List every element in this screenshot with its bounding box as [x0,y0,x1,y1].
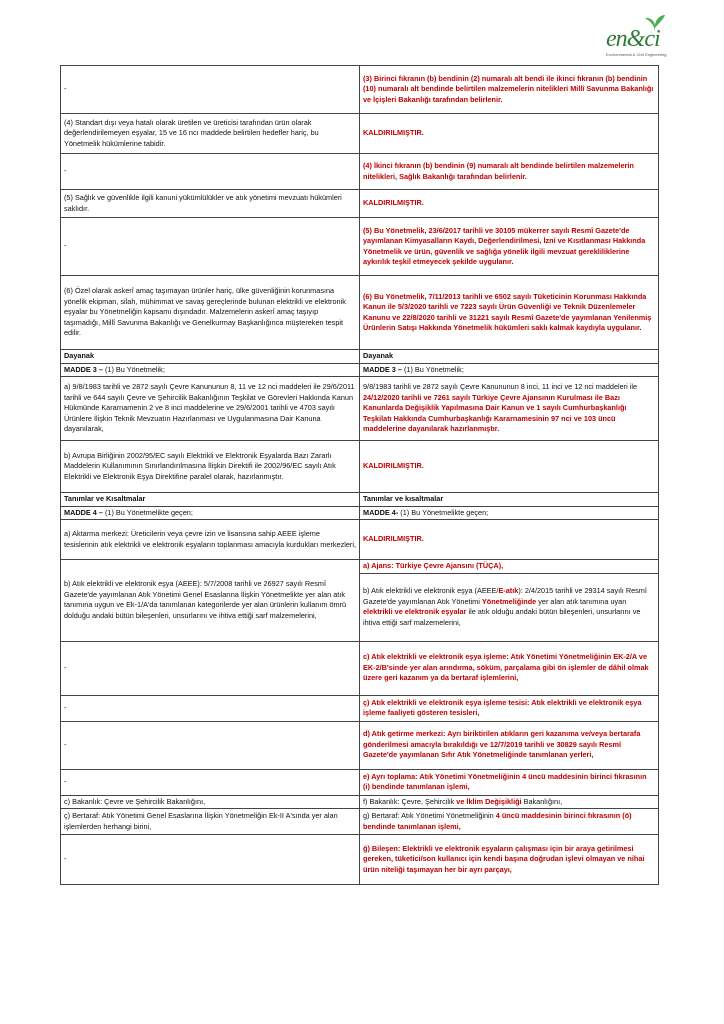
comparison-table [60,65,659,885]
table-row [61,506,659,520]
article-cell [61,506,360,520]
table-row [61,721,659,769]
right-cell: KALDIRILMIŞTIR. [360,114,659,154]
plain-text: b) Atık elektrikli ve elektronik eşya (AEEE/ [363,586,499,595]
article-number: MADDE 3 – [363,364,402,374]
plain-text: ): 2/4/2015 tarihli ve 29314 sayılı Resmî Gazete'de yayımlanan Atık Yönetimi [363,586,647,606]
left-cell: ç) Bertaraf: Atık Yönetimi Genel Esaslarına İlişkin Yönetmeliğin Ek-II A'sında yer alan işlemlerden herhangi birini, [61,809,360,835]
amended-text: ve İklim Değişikliği [456,796,522,806]
logo-text: en&ci [606,26,660,52]
right-cell: (6) Bu Yönetmelik, 7/11/2013 tarihli ve 6502 sayılı Tüketicinin Korunması Hakkında Kanun ile 5/3/2020 tarihli ve 7223 sayılı Ürün Güvenliği ve Teknik Düzenlemeler Kanunu ve 22/8/2020 tarihli ve 31221 sayılı Resmî Gazete'de yayımlanan Yenilenmiş Ürünlerin Satışı Hakkında Yönetmelik hükümleri saklı kalmak kaydıyla uygulanır. [360,276,659,350]
article-text: (1) Bu Yönetmelikte geçen; [102,507,193,517]
right-cell: KALDIRILMIŞTIR. [360,441,659,493]
right-cell [360,809,659,835]
table-row [61,190,659,218]
amended-text: Yönetmeliğinde [481,596,537,606]
article-text: (1) Bu Yönetmelikte geçen; [398,507,489,517]
section-heading: Tanımlar ve kısaltmalar [360,493,659,507]
left-cell: a) 9/8/1983 tarihli ve 2872 sayılı Çevre Kanununun 8, 11 ve 12 nci maddeleri ile 29/6/2011 tarihli ve 644 sayılı Çevre ve Şehircilik Bakanlığının Teşkilat ve Görevleri Hakkında Kanun Hükmünde Kararnamenin 2 ve 8 inci maddelerine ve 29/6/2001 tarihli ve 4703 sayılı Ürünlere İlişkin Teknik Mevzuatın Hazırlanması ve Uygulanmasına Dair Kanuna dayanılarak, [61,377,360,441]
amended-text: 24/12/2020 tarihli ve 7261 sayılı Türkiye Çevre Ajansının Kurulması ile Bazı Kanunlarda Değişiklik Yapılmasına Dair Kanun ve 1 sayılı Cumhurbaşkanlığı Teşkilatı Hakkında Cumhurbaşkanlığı Kararnamesinin 97 nci ve 103 üncü maddelerine dayanılarak hazırlanmıştır. [363,392,627,434]
left-cell: b) Atık elektrikli ve elektronik eşya (AEEE): 5/7/2008 tarihli ve 26927 sayılı Resmî Gazete'de yayımlanan Atık Yönetimi Genel Esaslarına İlişkin Yönetmelikte yer alan atık tanımına uygun ve Ek-1/A'da tanımlanan kategorilerde yer alan ürünlerin kullanım ömrü dolduğu andaki bütün bileşenleri, unsurlarını ve ihtiva ettiği sarf malzemelerini, [61,560,360,642]
table-row [61,363,659,377]
section-heading: Dayanak [61,350,360,364]
right-cell: ç) Atık elektrikli ve elektronik eşya işleme tesisi: Atık elektrikli ve elektronik eşya işleme faaliyeti gösteren tesisleri, [360,695,659,721]
left-cell: - [61,695,360,721]
left-cell: - [61,66,360,114]
left-cell: - [61,721,360,769]
left-cell: (4) Standart dışı veya hatalı olarak üretilen ve üreticisi tarafından ürün olarak değerlendirilemeyen eşyalar, 15 ve 16 ncı maddede belirtilen hedefler hariç, bu Yönetmelik hükümlerine tabidir. [61,114,360,154]
amended-text: 4 üncü maddesinin birinci fıkrasının (ö) bendinde tanımlanan işlemi, [363,811,632,831]
table-row [61,493,659,507]
right-cell [360,573,659,641]
article-cell [360,363,659,377]
left-cell: (6) Özel olarak askerî amaç taşımayan ürünler hariç, ülke güvenliğinin korunmasına yönelik ekipman, silah, mühimmat ve savaş gereçlerinde bulunan elektrikli ve elektronik eşyalar bu Yönetmeliğin kapsamı dışındadır. Malzemelerin askerî amaç taşıyıp taşımadığı, Millî Savunma Bakanlığı ve Genelkurmay Başkanlığınca müştereken tespit edilir. [61,276,360,350]
right-cell: KALDIRILMIŞTIR. [360,520,659,560]
table-row [61,114,659,154]
plain-text: 9/8/1983 tarihli ve 2872 sayılı Çevre Kanununun 8 inci, 11 inci ve 12 nci maddeleri ile [363,382,638,392]
table-row [61,154,659,190]
right-cell: ğ) Bileşen: Elektrikli ve elektronik eşyaların çalışması için bir araya getirilmesi gereken, tüketici/son kullanıcı için kendi başına doğrudan işlevi olmayan ve nihai ürün niteliği taşımayan her bir ayrı parçayı, [360,835,659,885]
left-cell: a) Aktarma merkezi: Üreticilerin veya çevre izin ve lisansına sahip AEEE işleme tesislerinin atık elektrikli ve elektronik eşyaların toplanması amacıyla kurdukları merkezleri, [61,520,360,560]
left-cell: - [61,218,360,276]
plain-text: yer alan atık tanımına uyan [536,596,627,606]
table-row [61,695,659,721]
article-number: MADDE 3 – [64,364,103,374]
table-row [61,276,659,350]
left-cell: b) Avrupa Birliğinin 2002/95/EC sayılı Elektrikli ve Elektronik Eşyalarda Bazı Zararlı Maddelerin Kullanımının Sınırlandırılmasına İlişkin Direktifi ile 2002/96/EC sayılı Atık Elektrikli ve Elektronik Eşya Direktifine paralel olarak, hazırlanmıştır. [61,441,360,493]
table-row [61,350,659,364]
article-text: (1) Bu Yönetmelik; [102,364,165,374]
table-row [61,66,659,114]
right-cell [360,795,659,809]
article-cell [61,363,360,377]
table-row [61,218,659,276]
plain-text: f) Bakanlık: Çevre, Şehircilik [363,796,457,806]
table-row [61,795,659,809]
table-row [61,560,659,574]
left-cell: - [61,835,360,885]
right-cell: e) Ayrı toplama: Atık Yönetimi Yönetmeliğinin 4 üncü maddesinin birinci fıkrasının (i) bendinde tanımlanan işlemi, [360,769,659,795]
plain-text: Bakanlığını, [521,796,563,806]
plain-text: g) Bertaraf: Atık Yönetimi Yönetmeliğinin [363,811,496,820]
left-cell: - [61,769,360,795]
right-cell: (4) İkinci fıkranın (b) bendinin (9) numaralı alt bendinde belirtilen malzemelerin nitelikleri, Sağlık Bakanlığı tarafından belirlenir. [360,154,659,190]
left-cell: - [61,154,360,190]
right-cell: KALDIRILMIŞTIR. [360,190,659,218]
right-cell: a) Ajans: Türkiye Çevre Ajansını (TÜÇA), [360,560,659,574]
plain-text: ile atık olduğu andaki bütün bileşenleri, unsurlarını ve ihtiva ettiği sarf malzemelerini, [363,607,641,627]
amended-text: elektrikli ve elektronik eşyalar [363,607,467,616]
article-cell [360,506,659,520]
right-cell: d) Atık getirme merkezi: Ayrı biriktirilen atıkların geri kazanıma ve/veya bertarafa gönderilmesi amacıyla bırakıldığı ve 12/7/2019 tarihli ve 30829 sayılı Resmî Gazete'de yayımlanan Sıfır Atık Yönetmeliğinde tanımlanan yerleri, [360,721,659,769]
article-number: MADDE 4 – [64,507,103,517]
table-row [61,769,659,795]
table-row [61,835,659,885]
table-row [61,641,659,695]
article-number: MADDE 4- [363,507,399,517]
article-text: (1) Bu Yönetmelik; [401,364,464,374]
section-heading: Dayanak [360,350,659,364]
table-row [61,441,659,493]
right-cell: (3) Birinci fıkranın (b) bendinin (2) numaralı alt bendi ile ikinci fıkranın (b) bendinin (10) numaralı alt bendinde belirtilen malzemelerin nitelikleri Millî Savunma Bakanlığı ve İçişleri Bakanlığı tarafından belirlenir. [360,66,659,114]
section-heading: Tanımlar ve Kısaltmalar [61,493,360,507]
table-row [61,809,659,835]
right-cell: c) Atık elektrikli ve elektronik eşya işleme: Atık Yönetimi Yönetmeliğinin EK-2/A ve EK-2/B'sinde yer alan arındırma, söküm, parçalama gibi ön işlemler de dâhil olmak üzere geri kazanım ya da bertaraf işlemlerini, [360,641,659,695]
amended-text: E-atık [498,586,519,595]
left-cell: - [61,641,360,695]
logo-subtitle: Environmental & Civil Engineering [606,52,667,57]
right-cell: (5) Bu Yönetmelik, 23/6/2017 tarihli ve 30105 mükerrer sayılı Resmî Gazete'de yayımlanan Kimyasalların Kaydı, Değerlendirilmesi, İzni ve Kısıtlanması Hakkında Yönetmelik ve ürün, güvenlik ve sağlığa yönelik ilgili mevzuat gerekliliklerine aykırılık teşkil etmeyecek şekilde uygulanır. [360,218,659,276]
table-row [61,520,659,560]
left-cell: c) Bakanlık: Çevre ve Şehircilik Bakanlığını, [61,795,360,809]
right-cell [360,377,659,441]
left-cell: (5) Sağlık ve güvenlikle ilgili kanuni yükümlülükler ve atık yönetimi mevzuatı hükümleri saklıdır. [61,190,360,218]
table-row [61,377,659,441]
